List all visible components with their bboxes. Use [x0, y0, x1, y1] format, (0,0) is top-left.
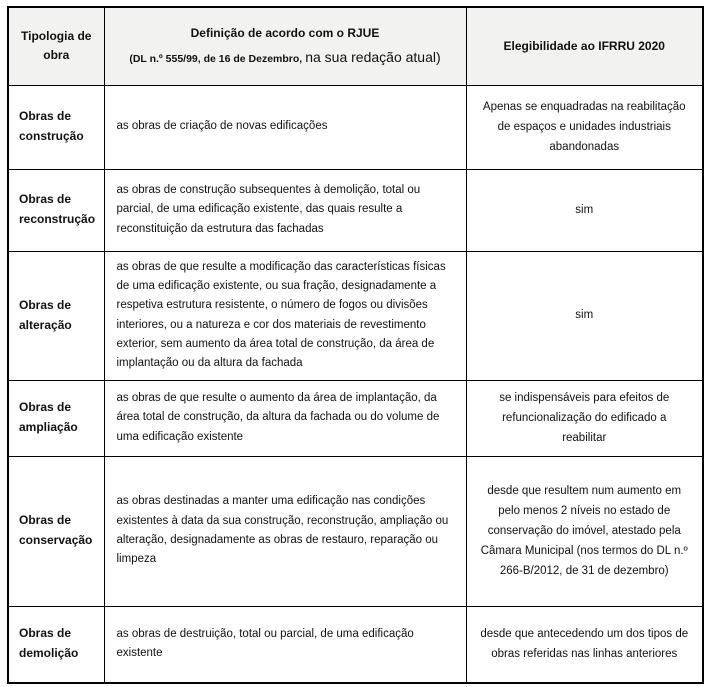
cell-tipologia: Obras de reconstrução — [8, 169, 104, 251]
header-cell-tipologia — [8, 7, 104, 85]
table-row-construcao — [8, 85, 703, 169]
rjue-obras-eligibility-table — [7, 6, 704, 684]
header-definicao-subtitle-small: (DL n.º 555/99, de 16 de Dezembro, — [129, 53, 303, 66]
header-row — [8, 7, 703, 85]
header-cell-definicao — [104, 7, 466, 85]
cell-tipologia: Obras de construção — [8, 85, 104, 169]
table-row-ampliacao — [8, 380, 703, 456]
table-row-reconstrucao — [8, 169, 703, 251]
header-definicao-subtitle — [106, 46, 465, 68]
cell-definicao: as obras destinadas a manter uma edificação nas condições existentes à data da sua construção, reconstrução, ampliação ou alteração, designadamente as obras de restauro, reparação ou limpeza — [104, 456, 466, 606]
cell-definicao: as obras de que resulte a modificação das características físicas de uma edificação existente, ou sua fração, designadamente a respetiva estrutura resistente, o número de fogos ou divisões interiores, ou a natureza e cor dos materiais de revestimento exterior, sem aumento da área total de construção, da área de implantação ou da altura da fachada — [104, 251, 466, 380]
cell-elegibilidade: desde que resultem num aumento em pelo menos 2 níveis no estado de conservação do imóvel, atestado pela Câmara Municipal (nos termos do DL n.º 266-B/2012, de 31 de dezembro) — [466, 456, 703, 606]
cell-tipologia: Obras de conservação — [8, 456, 104, 606]
cell-definicao: as obras de destruição, total ou parcial, de uma edificação existente — [104, 606, 466, 683]
table-row-conservacao — [8, 456, 703, 606]
cell-tipologia: Obras de demolição — [8, 606, 104, 683]
cell-elegibilidade: se indispensáveis para efeitos de refuncionalização do edificado a reabilitar — [466, 380, 703, 456]
cell-elegibilidade: sim — [466, 251, 703, 380]
cell-elegibilidade: desde que antecedendo um dos tipos de obras referidas nas linhas anteriores — [466, 606, 703, 683]
cell-definicao: as obras de construção subsequentes à demolição, total ou parcial, de uma edificação existente, das quais resulte a reconstituição da estrutura das fachadas — [104, 169, 466, 251]
cell-definicao: as obras de que resulte o aumento da área de implantação, da área total de construção, da altura da fachada ou do volume de uma edificação existente — [104, 380, 466, 456]
header-definicao-subtitle-large: na sua redação atual) — [305, 49, 441, 66]
cell-elegibilidade: Apenas se enquadradas na reabilitação de espaços e unidades industriais abandonadas — [466, 85, 703, 169]
cell-definicao: as obras de criação de novas edificações — [104, 85, 466, 169]
table-row-demolicao — [8, 606, 703, 683]
cell-elegibilidade: sim — [466, 169, 703, 251]
header-definicao-title: Definição de acordo com o RJUE — [190, 25, 380, 40]
cell-tipologia: Obras de alteração — [8, 251, 104, 380]
header-tipologia-label: Tipologia de obra — [21, 29, 92, 63]
header-elegibilidade-label: Elegibilidade ao IFRRU 2020 — [503, 38, 665, 53]
table-row-alteracao — [8, 251, 703, 380]
header-cell-elegibilidade — [466, 7, 703, 85]
cell-tipologia: Obras de ampliação — [8, 380, 104, 456]
